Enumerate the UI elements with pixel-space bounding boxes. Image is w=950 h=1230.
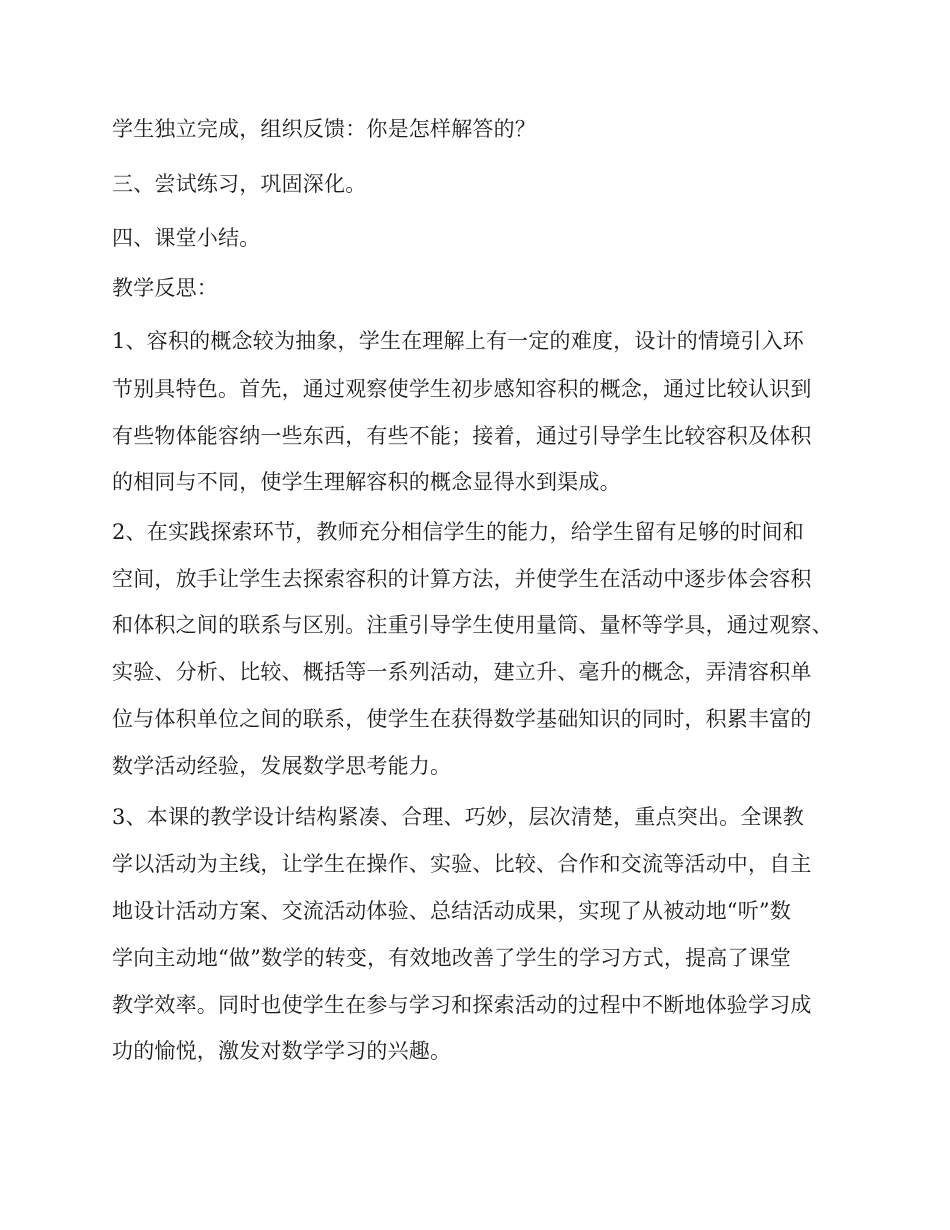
- text-line-section-three: 三、尝试练习，巩固深化。: [112, 172, 367, 196]
- paragraph-3-line-1: 3、本课的教学设计结构紧凑、合理、巧妙，层次清楚，重点突出。全课教: [112, 805, 804, 829]
- paragraph-2-line-4: 实验、分析、比较、概括等一系列活动，建立升、毫升的概念，弄清容积单: [112, 660, 812, 684]
- text-line-feedback: 学生独立完成，组织反馈：你是怎样解答的？: [112, 117, 536, 141]
- paragraph-3-line-3: 地设计活动方案、交流活动体验、总结活动成果，实现了从被动地“听”数: [112, 899, 792, 923]
- paragraph-2-line-2: 空间，放手让学生去探索容积的计算方法，并使学生在活动中逐步体会容积: [112, 567, 812, 591]
- paragraph-1-line-3: 有些物体能容纳一些东西，有些不能；接着，通过引导学生比较容积及体积: [112, 424, 812, 448]
- paragraph-1-line-4: 的相同与不同，使学生理解容积的概念显得水到渠成。: [112, 470, 621, 494]
- paragraph-3-line-6: 功的愉悦，激发对数学学习的兴趣。: [112, 1039, 452, 1063]
- paragraph-3-line-4: 学向主动地“做”数学的转变，有效地改善了学生的学习方式，提高了课堂: [112, 946, 792, 970]
- paragraph-2-line-5: 位与体积单位之间的联系，使学生在获得数学基础知识的同时，积累丰富的: [112, 707, 812, 731]
- paragraph-3-line-2: 学以活动为主线，让学生在操作、实验、比较、合作和交流等活动中，自主: [112, 852, 812, 876]
- paragraph-3-line-5: 教学效率。同时也使学生在参与学习和探索活动的过程中不断地体验学习成: [112, 993, 812, 1017]
- paragraph-1-line-1: 1、容积的概念较为抽象，学生在理解上有一定的难度，设计的情境引入环: [112, 329, 804, 353]
- paragraph-2-line-6: 数学活动经验，发展数学思考能力。: [112, 754, 452, 778]
- paragraph-2-line-3: 和体积之间的联系与区别。注重引导学生使用量筒、量杯等学具，通过观察、: [112, 613, 833, 637]
- paragraph-1-line-2: 节别具特色。首先，通过观察使学生初步感知容积的概念，通过比较认识到: [112, 377, 812, 401]
- text-line-section-four: 四、课堂小结。: [112, 226, 261, 250]
- paragraph-2-line-1: 2、在实践探索环节，教师充分相信学生的能力，给学生留有足够的时间和: [112, 520, 804, 544]
- heading-teaching-reflection: 教学反思：: [112, 276, 218, 300]
